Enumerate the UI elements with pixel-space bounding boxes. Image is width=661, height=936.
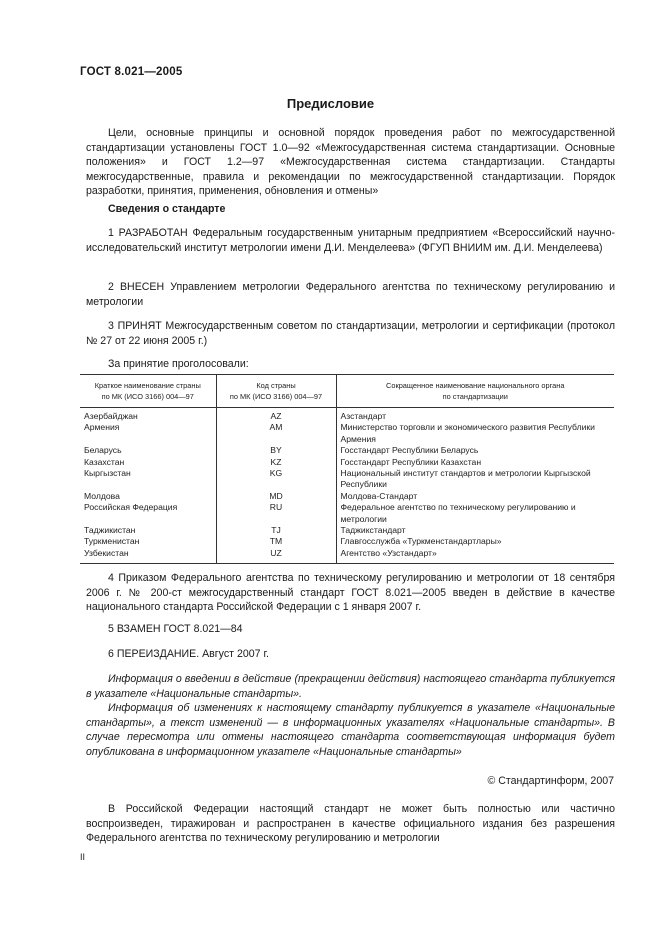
col-body-header: Сокращенное наименование национального органа по стандартизации [336,375,614,408]
item-3: 3 ПРИНЯТ Межгосударственным советом по стандартизации, метрологии и сертификации (протокол № 27 от 22 июня 2005 г.) [86,320,615,347]
standard-header: ГОСТ 8.021—2005 [80,66,183,78]
table-row: Таджикистан TJ Таджикстандарт [80,525,614,536]
item-4: 4 Приказом Федерального агентства по техническому регулированию и метрологии от 18 сентября 2006 г. № 200-ст межгосударственный стандарт ГОСТ 8.021—2005 введен в действие в качестве национального стандарта Российской Федерации с 1 января 2007 г. [86,572,615,614]
info-heading: Сведения о стандарте [108,203,226,215]
item-5: 5 ВЗАМЕН ГОСТ 8.021—84 [108,623,243,635]
intro-paragraph: Цели, основные принципы и основной порядок проведения работ по межгосударственной стандартизации установлены ГОСТ 1.0—92 «Межгосударственная система стандартизации. Основные положения» и ГОСТ 1.2—97 «Межгосударственная система стандартизации. Стандарты межгосударственные, правила и рекомендации по межгосударственной стандартизации. Порядок разработки, принятия, применения, обновления и отмены» [86,127,615,198]
table-row: Узбекистан UZ Агентство «Узстандарт» [80,548,614,564]
table-row: Молдова MD Молдова-Стандарт [80,491,614,502]
table-row: Армения AM Министерство торговли и экономического развития Республики Армения [80,422,614,445]
col-country-header: Краткое наименование страны по МК (ИСО 3166) 004—97 [80,375,216,408]
legal-notice: В Российской Федерации настоящий стандарт не может быть полностью или частично воспроизведен, тиражирован и распространен в качестве официального издания без разрешения Федерального агентства по техническому регулированию и метрологии [86,803,615,845]
table-row: Кыргызстан KG Национальный институт стандартов и метрологии Кыргызской Республики [80,468,614,491]
table-row: Азербайджан AZ Азстандарт [80,408,614,423]
item-2: 2 ВНЕСЕН Управлением метрологии Федерального агентства по техническому регулированию и метрологии [86,281,615,308]
col-code-header: Код страны по МК (ИСО 3166) 004—97 [216,375,336,408]
table-row: Беларусь BY Госстандарт Республики Беларусь [80,445,614,456]
item-6: 6 ПЕРЕИЗДАНИЕ. Август 2007 г. [108,648,269,660]
item-1: 1 РАЗРАБОТАН Федеральным государственным унитарным предприятием «Всероссийский научно-исследовательский институт метрологии имени Д.И. Менделеева» (ФГУП ВНИИМ им. Д.И. Менделеева) [86,227,615,254]
page-number: II [80,852,86,862]
table-row: Российская Федерация RU Федеральное агентство по техническому регулированию и метрологии [80,502,614,525]
table-header-row [80,375,614,408]
voting-table [80,374,614,564]
vote-label: За принятие проголосовали: [108,358,249,370]
page-title: Предисловие [286,96,375,111]
notice-introduction: Информация о введении в действие (прекращении действия) настоящего стандарта публикуется в указателе «Национальные стандарты». [86,673,615,700]
table-row: Казахстан KZ Госстандарт Республики Казахстан [80,457,614,468]
copyright-notice: © Стандартинформ, 2007 [487,775,614,787]
notice-changes: Информация об изменениях к настоящему стандарту публикуется в указателе «Национальные стандарты», а текст изменений — в информационных указателях «Национальные стандарты». В случае пересмотра или отмены настоящего стандарта соответствующая информация будет опубликована в информационном указателе «Национальные стандарты» [86,702,615,758]
table-row: Туркменистан TM Главгосслужба «Туркменстандартлары» [80,536,614,547]
